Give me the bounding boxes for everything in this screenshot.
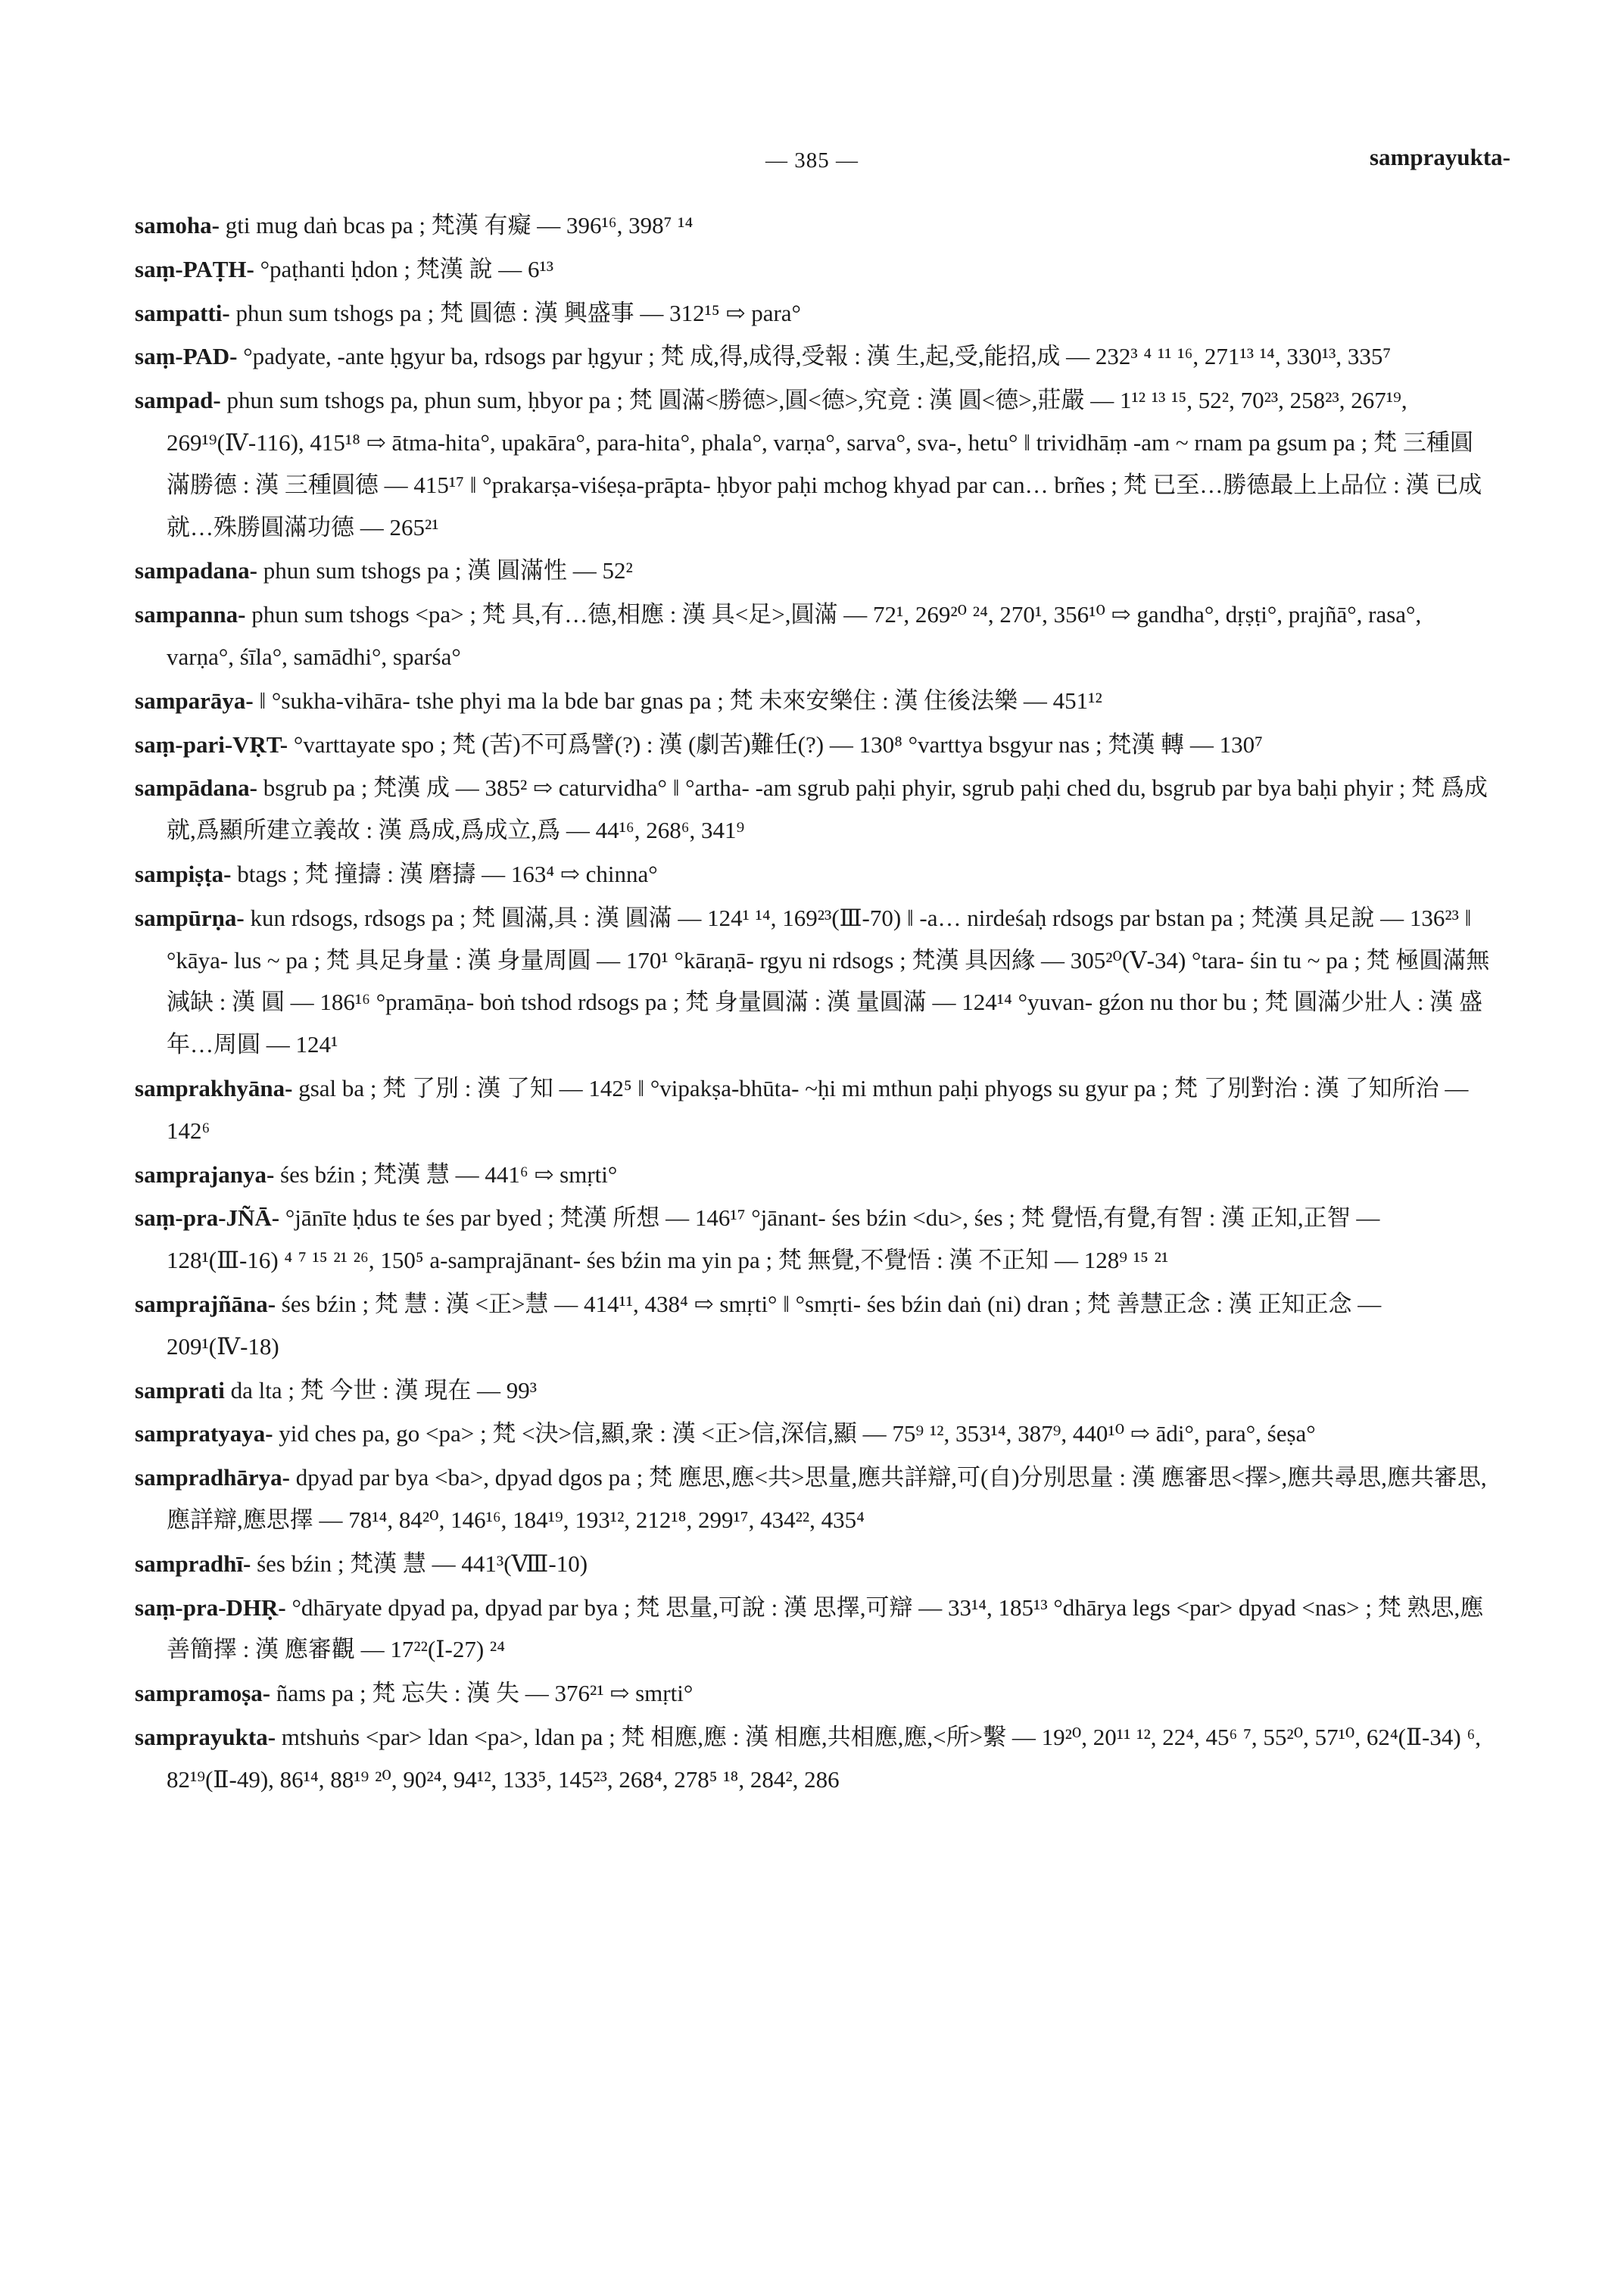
dictionary-entry — [135, 594, 1492, 678]
entry-headword: sampad- — [135, 387, 221, 414]
dictionary-entry — [135, 248, 1492, 291]
entry-body: gti mug daṅ bcas pa ; 梵漢 有癡 — 396¹⁶, 398⁷ ¹⁴ — [219, 212, 694, 238]
dictionary-entry — [135, 1283, 1492, 1368]
entry-headword: samprayukta- — [135, 1723, 276, 1750]
entry-body: phun sum tshogs pa ; 梵 圓德 : 漢 興盛事 — 312¹⁵ ⇨ para° — [229, 299, 801, 326]
entry-headword: saṃ-pari-VṚT- — [135, 731, 288, 758]
entry-body: da lta ; 梵 今世 : 漢 現在 — 99³ — [224, 1376, 538, 1404]
dictionary-entry — [135, 1716, 1492, 1801]
entry-body: mtshuṅs <par> ldan <pa>, ldan pa ; 梵 相應,應 : 漢 相應,共相應,應,<所>繫 — 19²⁰, 20¹¹ ¹², 22⁴, 45⁶ ⁷, 55²⁰, 57¹⁰, 62⁴(Ⅱ-34) ⁶, 82¹⁹(Ⅱ-49), 86¹⁴, 88¹⁹ ²⁰, 90²⁴, 94¹², 133⁵, 145²³, 268⁴, 278⁵ ¹⁸, 284², 286 — [167, 1723, 1482, 1793]
entry-headword: sampanna- — [135, 601, 246, 628]
dictionary-entry — [135, 1197, 1492, 1282]
entry-body: ‖ °sukha-vihāra- tshe phyi ma la bde bar gnas pa ; 梵 未來安樂住 : 漢 住後法樂 — 451¹² — [253, 687, 1102, 714]
entry-body: phun sum tshogs pa, phun sum, ḥbyor pa ; 梵 圓滿<勝德>,圓<德>,究竟 : 漢 圓<德>,莊嚴 — 1¹² ¹³ ¹⁵, 52², 70²³, 258²³, 267¹⁹, 269¹⁹(Ⅳ-116), 415¹⁸ ⇨ ātma-hita°, upakāra°, para-hita°, phala°, varṇa°, sarva°, sva-, hetu° ‖ trividhāṃ -am ~ rnam pa gsum pa ; 梵 三種圓滿勝德 : 漢 三種圓德 — 415¹⁷ ‖ °prakarṣa-viśeṣa-prāpta- ḥbyor paḥi mchog khyad par can… brñes ; 梵 已至…勝德最上上品位 : 漢 已成就…殊勝圓滿功德 — 265²¹ — [167, 387, 1482, 541]
entry-headword: sampatti- — [135, 299, 230, 326]
page-number: — 385 — — [765, 148, 859, 173]
entry-list — [135, 204, 1492, 1802]
dictionary-entry — [135, 1067, 1492, 1152]
entry-headword: sampādana- — [135, 774, 257, 802]
dictionary-entry — [135, 1543, 1492, 1585]
entry-headword: samprati — [135, 1376, 225, 1404]
entry-headword: sampūrṇa- — [135, 904, 245, 931]
entry-body: yid ches pa, go <pa> ; 梵 <決>信,顯,衆 : 漢 <正>信,深信,顯 — 75⁹ ¹², 353¹⁴, 387⁹, 440¹⁰ ⇨ ādi°, para°, śeṣa° — [273, 1420, 1316, 1447]
entry-body: °dhāryate dpyad pa, dpyad par bya ; 梵 思量,可說 : 漢 思擇,可辯 — 33¹⁴, 185¹³ °dhārya legs <par> dpyad <nas> ; 梵 熟思,應善簡擇 : 漢 應審觀 — 17²²(Ⅰ-27) ²⁴ — [167, 1594, 1484, 1663]
entry-body: kun rdsogs, rdsogs pa ; 梵 圓滿,具 : 漢 圓滿 — 124¹ ¹⁴, 169²³(Ⅲ-70) ‖ -a… nirdeśaḥ rdsogs par bstan pa ; 梵漢 具足說 — 136²³ ‖ °kāya- lus ~ pa ; 梵 具足身量 : 漢 身量周圓 — 170¹ °kāraṇā- rgyu ni rdsogs ; 梵漢 具因緣 — 305²⁰(Ⅴ-34) °tara- śin tu ~ pa ; 梵 極圓滿無減缺 : 漢 圓 — 186¹⁶ °pramāṇa- boṅ tshod rdsogs pa ; 梵 身量圓滿 : 漢 量圓滿 — 124¹⁴ °yuvan- gźon nu thor bu ; 梵 圓滿少壯人 : 漢 盛年…周圓 — 124¹ — [167, 904, 1490, 1058]
entry-body: °padyate, -ante ḥgyur ba, rdsogs par ḥgyur ; 梵 成,得,成得,受報 : 漢 生,起,受,能招,成 — 232³ ⁴ ¹¹ ¹⁶, 271¹³ ¹⁴, 330¹³, 335⁷ — [237, 343, 1392, 370]
entry-headword: saṃ-pra-DHṚ- — [135, 1594, 286, 1621]
entry-headword: sampradhī- — [135, 1550, 251, 1577]
entry-headword: sampradhārya- — [135, 1464, 290, 1491]
entry-headword: samoha- — [135, 212, 220, 238]
entry-body: śes bźin ; 梵 慧 : 漢 <正>慧 — 414¹¹, 438⁴ ⇨ smṛti° ‖ °smṛti- śes bźin daṅ (ni) dran ; 梵 善慧正念 : 漢 正知正念 — 209¹(Ⅳ-18) — [167, 1290, 1382, 1360]
entry-body: phun sum tshogs <pa> ; 梵 具,有…德,相應 : 漢 具<足>,圓滿 — 72¹, 269²⁰ ²⁴, 270¹, 356¹⁰ ⇨ gandha°, dṛṣṭi°, prajñā°, rasa°, varṇa°, śīla°, samādhi°, sparśa° — [167, 601, 1422, 670]
entry-body: btags ; 梵 撞擣 : 漢 磨擣 — 163⁴ ⇨ chinna° — [231, 860, 658, 887]
dictionary-entry — [135, 897, 1492, 1066]
dictionary-entry — [135, 1456, 1492, 1541]
entry-headword: samprajanya- — [135, 1161, 275, 1188]
entry-body: ñams pa ; 梵 忘失 : 漢 失 — 376²¹ ⇨ smṛti° — [270, 1680, 694, 1707]
entry-body: śes bźin ; 梵漢 慧 — 441⁶ ⇨ smṛti° — [274, 1161, 618, 1188]
entry-body: śes bźin ; 梵漢 慧 — 441³(Ⅷ-10) — [251, 1550, 588, 1577]
entry-headword: sampadana- — [135, 557, 257, 584]
entry-body: °varttayate spo ; 梵 (苦)不可爲譬(?) : 漢 (劇苦)難任(?) — 130⁸ °varttya bsgyur nas ; 梵漢 轉 — 130⁷ — [288, 731, 1263, 758]
entry-body: bsgrub pa ; 梵漢 成 — 385² ⇨ caturvidha° ‖ °artha- -am sgrub paḥi phyir, sgrub paḥi ched du, bsgrub par bya baḥi phyir ; 梵 爲成就,爲顯所建立義故 : 漢 爲成,爲成立,爲 — 44¹⁶, 268⁶, 341⁹ — [167, 774, 1488, 844]
entry-headword: sampramoṣa- — [135, 1680, 271, 1707]
dictionary-entry — [135, 1672, 1492, 1715]
dictionary-entry — [135, 1154, 1492, 1196]
entry-headword: saṃ-PAD- — [135, 343, 238, 370]
dictionary-entry — [135, 767, 1492, 852]
dictionary-entry — [135, 680, 1492, 722]
dictionary-entry — [135, 1587, 1492, 1671]
entry-body: phun sum tshogs pa ; 漢 圓滿性 — 52² — [257, 557, 633, 584]
entry-body: °jānīte ḥdus te śes par byed ; 梵漢 所想 — 146¹⁷ °jānant- śes bźin <du>, śes ; 梵 覺悟,有覺,有智 : 漢 正知,正智 — 128¹(Ⅲ-16) ⁴ ⁷ ¹⁵ ²¹ ²⁶, 150⁵ a-samprajānant- śes bźin ma yin pa ; 梵 無覺,不覺悟 : 漢 不正知 — 128⁹ ¹⁵ ²¹ — [167, 1204, 1380, 1274]
dictionary-entry — [135, 550, 1492, 592]
entry-headword: samprakhyāna- — [135, 1074, 293, 1101]
dictionary-entry — [135, 1413, 1492, 1455]
dictionary-entry — [135, 204, 1492, 247]
entry-headword: samparāya- — [135, 687, 254, 714]
entry-headword: sampiṣṭa- — [135, 860, 232, 887]
entry-body: °paṭhanti ḥdon ; 梵漢 說 — 6¹³ — [254, 255, 554, 282]
entry-body: gsal ba ; 梵 了別 : 漢 了知 — 142⁵ ‖ °vipakṣa-bhūta- ~ḥi mi mthun paḥi phyogs su gyur pa ; 梵 了別對治 : 漢 了知所治 — 142⁶ — [167, 1074, 1469, 1144]
entry-headword: samprajñāna- — [135, 1290, 276, 1317]
entry-headword: saṃ-pra-JÑĀ- — [135, 1204, 280, 1232]
entry-headword: sampratyaya- — [135, 1420, 273, 1447]
dictionary-entry — [135, 379, 1492, 548]
dictionary-entry — [135, 335, 1492, 378]
dictionary-entry — [135, 853, 1492, 896]
entry-headword: saṃ-PAṬH- — [135, 255, 254, 282]
dictionary-entry — [135, 292, 1492, 335]
entry-body: dpyad par bya <ba>, dpyad dgos pa ; 梵 應思,應<共>思量,應共詳辯,可(自)分別思量 : 漢 應審思<擇>,應共尋思,應共審思,應詳辯,應思擇 — 78¹⁴, 84²⁰, 146¹⁶, 184¹⁹, 193¹², 212¹⁸, 299¹⁷, 434²², 435⁴ — [167, 1464, 1487, 1533]
dictionary-entry — [135, 724, 1492, 766]
running-head: samprayukta- — [1369, 144, 1510, 170]
dictionary-entry — [135, 1369, 1492, 1412]
